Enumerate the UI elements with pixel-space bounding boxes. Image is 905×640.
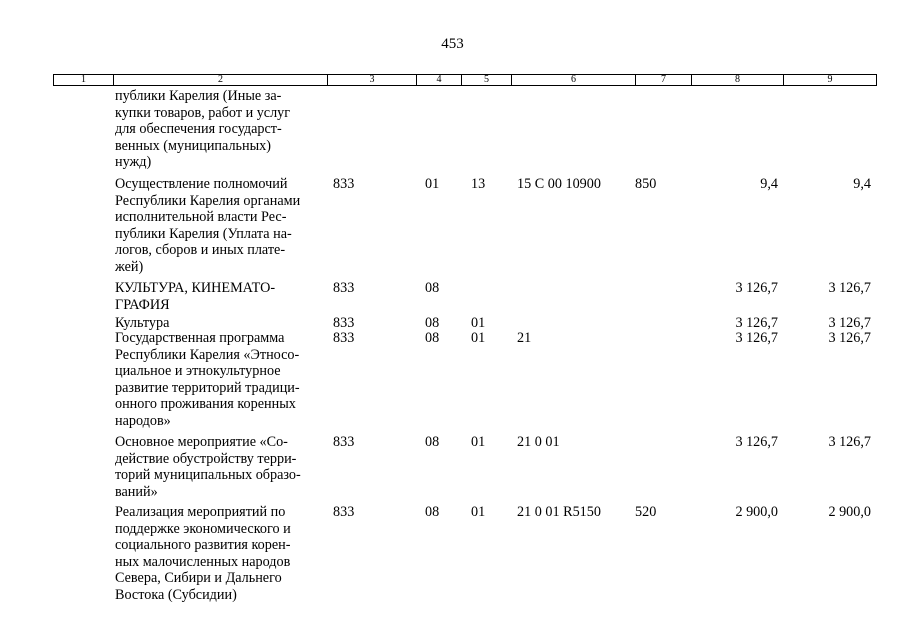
cell-target-article: 21 0 01 bbox=[517, 434, 560, 450]
cell-target-article: 21 0 01 R5150 bbox=[517, 504, 601, 520]
cell-ministry-code: 833 bbox=[333, 504, 355, 520]
cell-section: 08 bbox=[425, 504, 440, 520]
cell-ministry-code: 833 bbox=[333, 434, 355, 450]
cell-subsection: 01 bbox=[471, 315, 486, 331]
column-number-4: 4 bbox=[417, 75, 462, 85]
row-description: КУЛЬТУРА, КИНЕМАТО- ГРАФИЯ bbox=[115, 280, 276, 313]
cell-amount-1: 3 126,7 bbox=[735, 330, 778, 346]
cell-ministry-code: 833 bbox=[333, 330, 355, 346]
row-description: Осуществление полномочий Республики Карелия органами исполнительной власти Рес- публики Карелия (Уплата на- логов, сборов и иных плате- жей) bbox=[115, 176, 301, 275]
row-description: Государственная программа Республики Карелия «Этносо- циальное и этнокультурное развитие территорий традици- онного проживания коренных народов» bbox=[115, 330, 300, 429]
cell-subsection: 01 bbox=[471, 504, 486, 520]
cell-amount-2: 9,4 bbox=[853, 176, 871, 192]
cell-amount-2: 3 126,7 bbox=[828, 280, 871, 296]
table-row bbox=[53, 88, 875, 176]
column-number-6: 6 bbox=[512, 75, 636, 85]
column-number-8: 8 bbox=[692, 75, 784, 85]
cell-expense-type: 520 bbox=[635, 504, 657, 520]
column-number-1: 1 bbox=[54, 75, 114, 85]
page-number: 453 bbox=[441, 36, 464, 52]
cell-amount-2: 2 900,0 bbox=[828, 504, 871, 520]
table-header-row bbox=[53, 74, 877, 86]
cell-amount-2: 3 126,7 bbox=[828, 330, 871, 346]
column-number-2: 2 bbox=[114, 75, 328, 85]
cell-ministry-code: 833 bbox=[333, 176, 355, 192]
cell-target-article: 21 bbox=[517, 330, 532, 346]
cell-amount-1: 3 126,7 bbox=[735, 280, 778, 296]
row-description: Культура bbox=[115, 315, 170, 331]
row-description: публики Карелия (Иные за- купки товаров, работ и услуг для обеспечения государст- венных (муниципальных) нужд) bbox=[115, 88, 291, 170]
column-number-5: 5 bbox=[462, 75, 512, 85]
cell-section: 08 bbox=[425, 434, 440, 450]
cell-target-article: 15 С 00 10900 bbox=[517, 176, 601, 192]
cell-ministry-code: 833 bbox=[333, 280, 355, 296]
cell-amount-1: 2 900,0 bbox=[735, 504, 778, 520]
cell-subsection: 13 bbox=[471, 176, 486, 192]
column-number-9: 9 bbox=[827, 74, 833, 85]
cell-section: 08 bbox=[425, 315, 440, 331]
cell-amount-2: 3 126,7 bbox=[828, 434, 871, 450]
cell-amount-2: 3 126,7 bbox=[828, 315, 871, 331]
cell-section: 01 bbox=[425, 176, 440, 192]
cell-subsection: 01 bbox=[471, 434, 486, 450]
cell-subsection: 01 bbox=[471, 330, 486, 346]
row-description: Реализация мероприятий по поддержке экономического и социального развития корен- ных малочисленных народов Севера, Сибири и Дальнего Востока (Субсидии) bbox=[115, 504, 291, 603]
cell-ministry-code: 833 bbox=[333, 315, 355, 331]
cell-amount-1: 9,4 bbox=[760, 176, 778, 192]
table-row bbox=[53, 330, 875, 434]
cell-amount-1: 3 126,7 bbox=[735, 315, 778, 331]
table-body bbox=[53, 88, 875, 608]
table-row bbox=[53, 280, 875, 315]
column-number-3: 3 bbox=[328, 75, 417, 85]
table-row bbox=[53, 504, 875, 608]
cell-amount-1: 3 126,7 bbox=[735, 434, 778, 450]
column-number-7: 7 bbox=[636, 75, 692, 85]
cell-expense-type: 850 bbox=[635, 176, 657, 192]
table-row bbox=[53, 315, 875, 330]
table-row bbox=[53, 176, 875, 280]
row-description: Основное мероприятие «Со- действие обустройству терри- торий муниципальных образо- ваний» bbox=[115, 434, 301, 500]
table-row bbox=[53, 434, 875, 504]
cell-section: 08 bbox=[425, 280, 440, 296]
cell-section: 08 bbox=[425, 330, 440, 346]
